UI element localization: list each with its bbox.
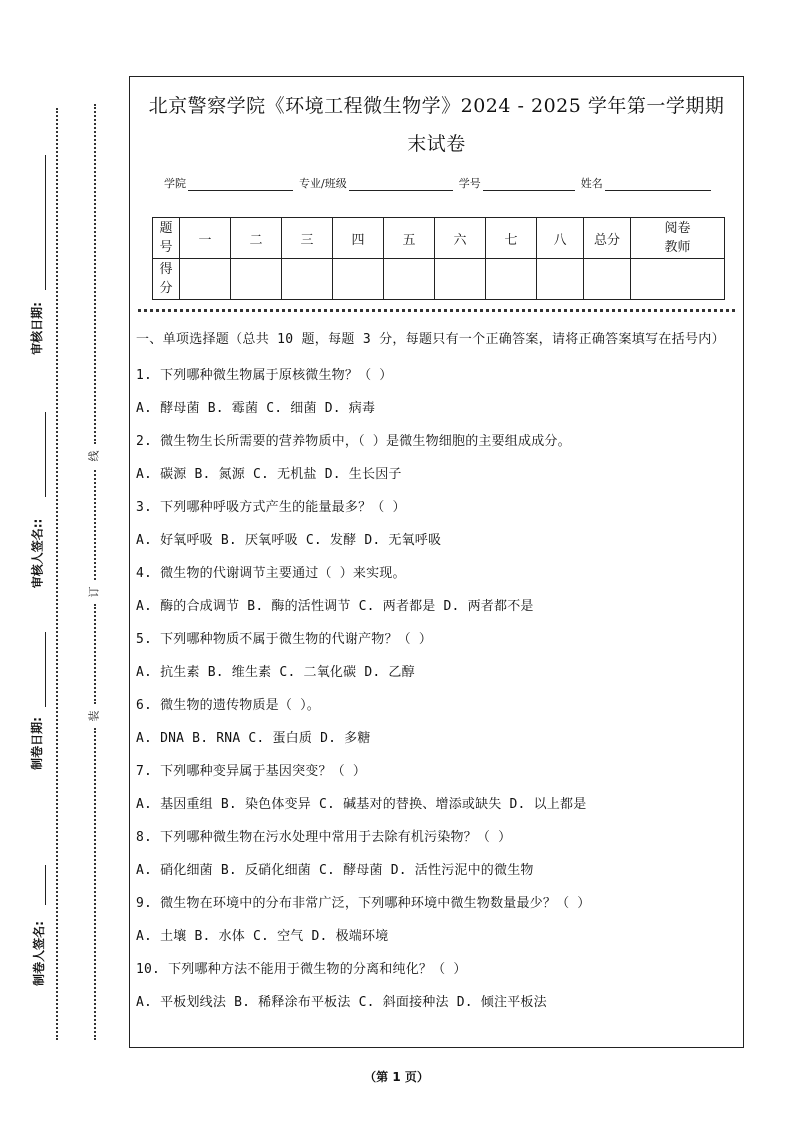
exam-frame	[129, 76, 744, 1048]
options-line: A. 酵母菌 B. 霉菌 C. 细菌 D. 病毒	[136, 401, 376, 416]
score-col-5: 五	[384, 218, 435, 259]
reviewer-sign-label: 审核人签名::	[30, 518, 45, 589]
score-col-3: 三	[282, 218, 333, 259]
options-line: A. 基因重组 B. 染色体变异 C. 碱基对的替换、增添或缺失 D. 以上都是	[136, 797, 587, 812]
binding-char-ding: 订	[87, 586, 101, 598]
question-line: 5. 下列哪种物质不属于微生物的代谢产物？（ ）	[136, 632, 433, 647]
inner-dotted-line-1	[94, 104, 96, 444]
student-id-label: 学号	[458, 177, 481, 190]
score-col-2: 二	[231, 218, 282, 259]
score-table	[152, 217, 725, 300]
major-label: 专业/班级	[299, 177, 347, 190]
score-col-6: 六	[435, 218, 486, 259]
score-cell[interactable]	[180, 259, 231, 300]
binding-char-zhuang: 装	[87, 710, 101, 722]
score-cell-total[interactable]	[584, 259, 631, 300]
score-cell[interactable]	[282, 259, 333, 300]
question-line: 7. 下列哪种变异属于基因突变？（ ）	[136, 764, 367, 779]
inner-dotted-line-2	[94, 470, 96, 580]
student-info-row	[164, 175, 717, 191]
score-cell[interactable]	[333, 259, 384, 300]
question-line: 6. 微生物的遗传物质是（ ）。	[136, 698, 321, 713]
score-col-1: 一	[180, 218, 231, 259]
options-line: A. 抗生素 B. 维生素 C. 二氧化碳 D. 乙醇	[136, 665, 415, 680]
score-cell[interactable]	[384, 259, 435, 300]
outer-dotted-line	[56, 108, 58, 1040]
page-number: （第 1 页）	[364, 1070, 429, 1084]
question-line: 8. 下列哪种微生物在污水处理中常用于去除有机污染物？（ ）	[136, 830, 512, 845]
score-col-4: 四	[333, 218, 384, 259]
score-col-8: 八	[537, 218, 584, 259]
question-line: 3. 下列哪种呼吸方式产生的能量最多？（ ）	[136, 500, 406, 515]
score-header-qnum: 题 号	[153, 218, 180, 259]
question-line: 9. 微生物在环境中的分布非常广泛，下列哪种环境中微生物数量最少？（ ）	[136, 896, 591, 911]
score-cell[interactable]	[486, 259, 537, 300]
options-line: A. DNA B. RNA C. 蛋白质 D. 多糖	[136, 731, 371, 746]
question-line: 4. 微生物的代谢调节主要通过（ ）来实现。	[136, 566, 406, 581]
review-date-label: 审核日期:	[29, 302, 44, 355]
dotted-separator	[138, 309, 735, 312]
inner-dotted-line-3	[94, 604, 96, 704]
score-row-label: 得 分	[153, 259, 180, 300]
score-col-7: 七	[486, 218, 537, 259]
reviewer-sign-line	[45, 412, 46, 497]
maker-sign-line	[45, 865, 46, 905]
options-line: A. 平板划线法 B. 稀释涂布平板法 C. 斜面接种法 D. 倾注平板法	[136, 995, 547, 1010]
student-id-field[interactable]	[483, 178, 575, 191]
question-section	[136, 329, 736, 1019]
options-line: A. 硝化细菌 B. 反硝化细菌 C. 酵母菌 D. 活性污泥中的微生物	[136, 863, 534, 878]
made-date-line	[45, 632, 46, 707]
score-header-grader: 阅卷 教师	[631, 218, 725, 259]
score-cell[interactable]	[435, 259, 486, 300]
section-heading: 一、单项选择题（总共 10 题，每题 3 分，每题只有一个正确答案，请将正确答案填写在括号内）	[136, 332, 725, 347]
options-line: A. 土壤 B. 水体 C. 空气 D. 极端环境	[136, 929, 389, 944]
college-label: 学院	[164, 177, 186, 190]
exam-title-line2: 末试卷	[407, 133, 466, 155]
major-field[interactable]	[349, 178, 453, 191]
question-line: 10. 下列哪种方法不能用于微生物的分离和纯化？（ ）	[136, 962, 467, 977]
options-line: A. 碳源 B. 氮源 C. 无机盐 D. 生长因子	[136, 467, 402, 482]
score-cell[interactable]	[537, 259, 584, 300]
inner-dotted-line-4	[94, 728, 96, 1040]
name-label: 姓名	[580, 177, 603, 190]
question-line: 1. 下列哪种微生物属于原核微生物？（ ）	[136, 368, 393, 383]
exam-title-line1: 北京警察学院《环境工程微生物学》2024 - 2025 学年第一学期期	[148, 95, 725, 117]
options-line: A. 好氧呼吸 B. 厌氧呼吸 C. 发酵 D. 无氧呼吸	[136, 533, 442, 548]
college-field[interactable]	[188, 178, 293, 191]
binding-char-xian: 线	[87, 450, 101, 462]
score-col-total: 总分	[584, 218, 631, 259]
score-cell[interactable]	[231, 259, 282, 300]
made-date-label: 制卷日期:	[29, 717, 44, 770]
question-line: 2. 微生物生长所需要的营养物质中，（ ）是微生物细胞的主要组成成分。	[136, 434, 571, 449]
review-date-line	[45, 155, 46, 290]
maker-sign-label: 制卷人签名:	[31, 921, 46, 986]
name-field[interactable]	[605, 178, 711, 191]
options-line: A. 酶的合成调节 B. 酶的活性调节 C. 两者都是 D. 两者都不是	[136, 599, 534, 614]
score-cell-grader[interactable]	[631, 259, 725, 300]
